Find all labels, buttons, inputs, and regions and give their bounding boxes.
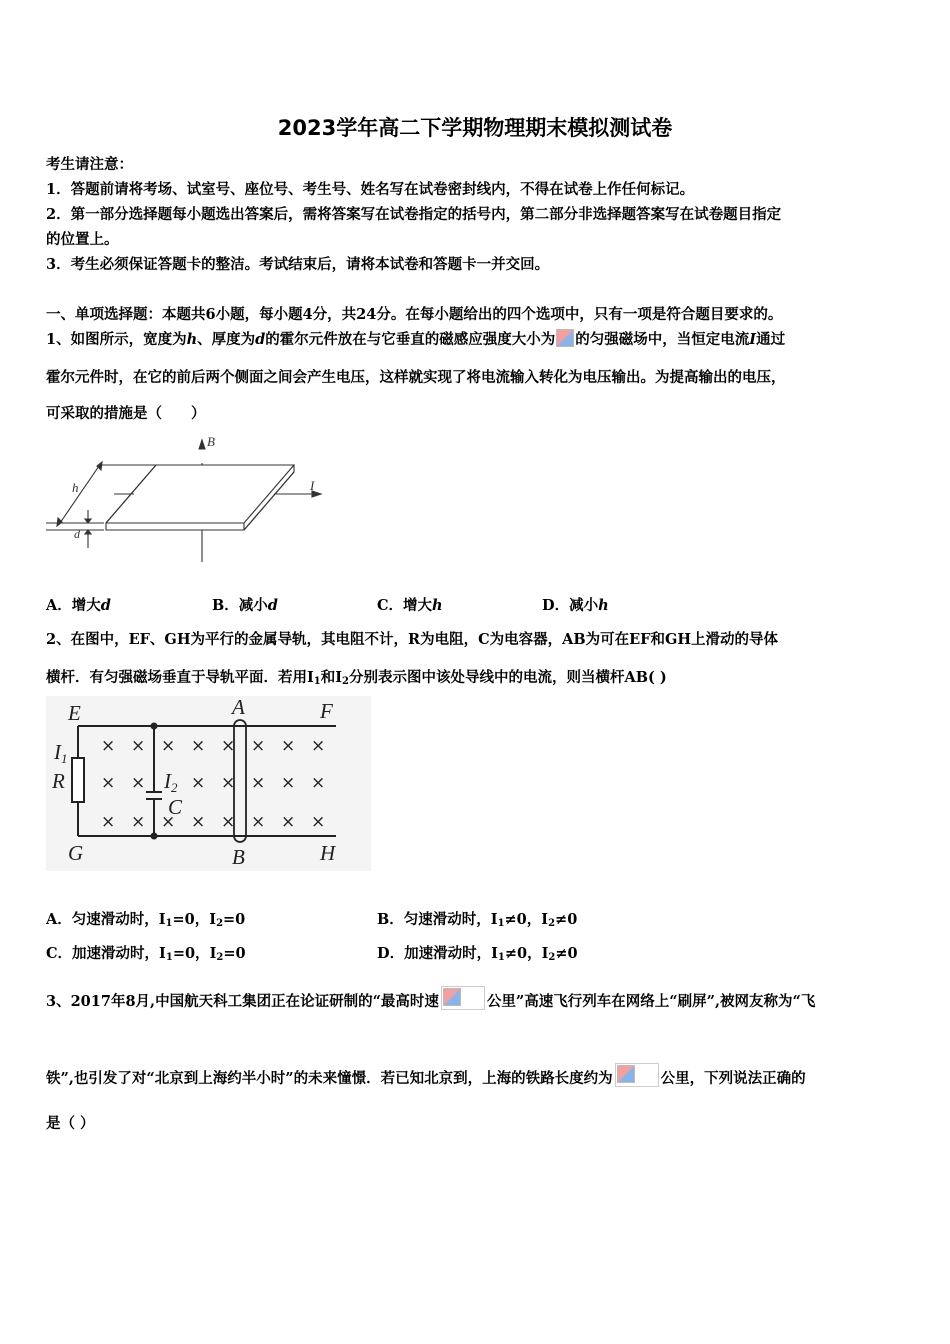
svg-text:×: × xyxy=(311,736,326,756)
label-h: H xyxy=(320,841,336,865)
q1-line-1: 1、如图所示，宽度为h、厚度为d的霍尔元件放在与它垂直的磁感应强度大小为 的匀强磁场中，当恒定电流I通过 xyxy=(46,331,786,348)
h-dimension-line xyxy=(60,466,99,523)
fig-label-d: d xyxy=(74,527,80,541)
svg-text:×: × xyxy=(281,773,296,793)
b-arrow-icon xyxy=(199,440,205,449)
q2-option-b[interactable]: B．匀速滑动时，$I_1\ne 0$，$I_2\ne 0$ xyxy=(377,911,578,929)
label-r: R xyxy=(52,769,65,793)
notice-item: 的位置上。 xyxy=(46,231,119,248)
broken-image-icon xyxy=(615,1063,659,1087)
svg-text:×: × xyxy=(191,812,206,832)
q2-line-2: 横杆．有匀强磁场垂直于导轨平面．若用$I_1$和$I_2$分别表示图中该处导线中的电流，则当横杆AB( ) xyxy=(46,669,667,687)
svg-text:×: × xyxy=(221,812,236,832)
svg-text:×: × xyxy=(311,812,326,832)
fig-label-b: B xyxy=(207,434,215,449)
svg-text:×: × xyxy=(311,773,326,793)
q1-option-d[interactable]: D．减小h xyxy=(542,597,609,614)
q1-line-2: 霍尔元件时，在它的前后两个侧面之间会产生电压，这样就实现了将电流输入转化为电压输出。为提高输出的电压， xyxy=(46,369,786,386)
svg-text:×: × xyxy=(281,812,296,832)
svg-text:×: × xyxy=(101,736,116,756)
broken-image-icon xyxy=(441,986,485,1010)
notice-item: 1．答题前请将考场、试室号、座位号、考生号、姓名写在试卷密封线内，不得在试卷上作任何标记。 xyxy=(46,181,695,198)
resistor-r xyxy=(72,758,84,802)
svg-text:×: × xyxy=(281,736,296,756)
label-f: F xyxy=(320,699,333,723)
svg-text:×: × xyxy=(191,773,206,793)
q2-option-c[interactable]: C．加速滑动时，$I_1=0$，$I_2=0$ xyxy=(46,945,246,963)
svg-text:×: × xyxy=(251,773,266,793)
q1-option-c[interactable]: C．增大h xyxy=(377,597,443,614)
q3-line-3: 是（ ） xyxy=(46,1115,95,1132)
svg-text:×: × xyxy=(131,812,146,832)
q2-option-d[interactable]: D．加速滑动时，$I_1\ne 0$，$I_2\ne 0$ xyxy=(377,945,578,963)
q1-option-b[interactable]: B．减小d xyxy=(212,597,278,614)
svg-text:×: × xyxy=(221,773,236,793)
svg-text:×: × xyxy=(101,773,116,793)
svg-text:×: × xyxy=(221,736,236,756)
label-i1: I1 xyxy=(54,740,68,766)
q1-line-3: 可采取的措施是（ ） xyxy=(46,405,206,422)
fig-label-i: I xyxy=(310,478,315,493)
section-heading: 一、单项选择题：本题共6小题，每小题4分，共24分。在每小题给出的四个选项中，只有一项是符合题目要求的。 xyxy=(46,306,783,323)
fig-label-h: h xyxy=(72,480,79,495)
hall-element-figure xyxy=(44,430,334,565)
svg-text:×: × xyxy=(191,736,206,756)
label-c: C xyxy=(168,795,183,819)
svg-text:×: × xyxy=(131,736,146,756)
svg-text:×: × xyxy=(251,736,266,756)
notice-item: 2．第一部分选择题每小题选出答案后，需将答案写在试卷指定的括号内，第二部分非选择题答案写在试卷题目指定 xyxy=(46,206,782,223)
svg-text:×: × xyxy=(161,736,176,756)
page-title: 2023学年高二下学期物理期末模拟测试卷 xyxy=(277,116,673,140)
svg-text:×: × xyxy=(131,773,146,793)
q1-option-a[interactable]: A．增大d xyxy=(46,597,111,614)
q3-line-2: 铁”,也引发了对“北京到上海约半小时”的未来憧憬．若已知北京到，上海的铁路长度约为 公里，下列说法正确的 xyxy=(46,1063,806,1088)
label-b: B xyxy=(232,845,245,869)
label-i2: I2 xyxy=(164,769,178,795)
q3-line-1: 3、2017年8月,中国航天科工集团正在论证研制的“最高时速 公里”高速飞行列车在网络上“刷屏”,被网友称为“飞 xyxy=(46,986,902,1011)
rail-circuit-figure xyxy=(46,696,371,871)
notice-item: 3．考生必须保证答题卡的整洁。考试结束后，请将本试卷和答题卡一并交回。 xyxy=(46,256,550,273)
q2-line-1: 2、在图中，EF、GH为平行的金属导轨，其电阻不计，R为电阻，C为电容器，AB为可在EF和GH上滑动的导体 xyxy=(46,631,779,648)
label-g: G xyxy=(68,841,84,865)
label-e: E xyxy=(68,701,81,725)
label-a: A xyxy=(232,696,245,719)
broken-image-icon xyxy=(556,329,574,347)
svg-text:×: × xyxy=(101,812,116,832)
q2-option-a[interactable]: A．匀速滑动时，$I_1=0$，$I_2=0$ xyxy=(46,911,246,929)
notice-heading: 考生请注意： xyxy=(46,156,133,173)
svg-text:×: × xyxy=(161,812,176,832)
svg-text:×: × xyxy=(251,812,266,832)
